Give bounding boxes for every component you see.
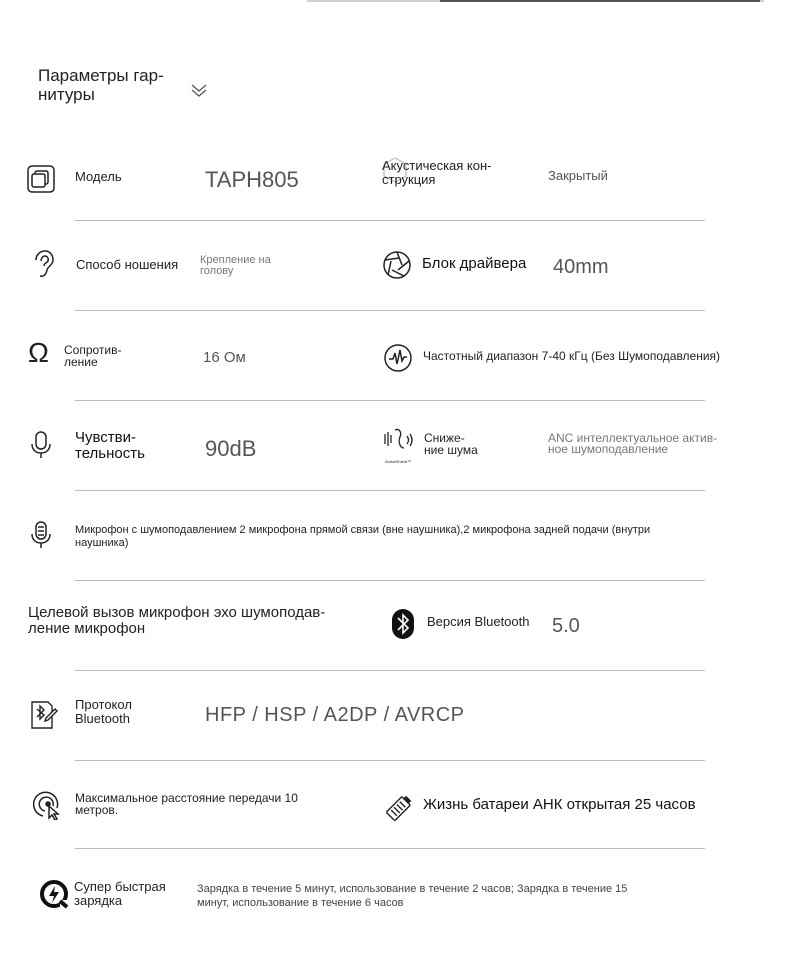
row-divider <box>75 760 705 761</box>
bluetooth-version-value: 5.0 <box>552 615 580 637</box>
chevron-down-icon[interactable] <box>189 80 209 100</box>
model-icon <box>26 164 56 194</box>
model-value: TAPH805 <box>205 167 299 192</box>
mic-label: Микрофон с шумоподавлением 2 микрофона прямой связи (вне наушника),2 микрофона задней подачи (внутри наушника) <box>75 524 651 549</box>
charging-value: Зарядка в течение 5 минут, использование в течение 2 часов; Зарядка в течение 15 минут, использование в течение 6 часов <box>197 883 628 909</box>
charging-label: Супер быстрая зарядка <box>74 879 166 908</box>
acoustic-value: Закрытый <box>548 168 608 183</box>
noise-reduction-value: ANC интеллектуальное актив- ное шумоподавление <box>548 431 718 456</box>
row-divider <box>75 400 705 401</box>
driver-value: 40mm <box>553 256 609 278</box>
wearing-label: Способ ношения <box>76 257 179 272</box>
call-label: Целевой вызов микрофон эхо шумоподав- ление микрофон <box>28 604 326 637</box>
omega-icon: Ω <box>28 337 49 368</box>
quick-charge-icon <box>40 880 70 910</box>
range-label: Максимальное расстояние передачи 10 метров. <box>75 791 298 817</box>
ear-icon <box>28 249 58 279</box>
page-title: Параметры гар- нитуры <box>38 66 164 104</box>
model-label: Модель <box>75 169 122 184</box>
signal-icon <box>33 790 63 820</box>
battery-label: Жизнь батареи АНК открытая 25 часов <box>423 796 696 813</box>
driver-label: Блок драйвера <box>422 255 527 272</box>
top-divider-dark <box>440 0 760 2</box>
row-divider <box>75 848 705 849</box>
wearing-value: Крепление на голову <box>200 254 271 277</box>
bluetooth-icon <box>392 609 414 639</box>
bluetooth-version-label: Версия Bluetooth <box>427 614 530 629</box>
protocol-label: Протокол Bluetooth <box>75 697 132 726</box>
sensitivity-label: Чувстви- тельность <box>75 429 145 462</box>
row-divider <box>75 310 705 311</box>
acoustic-label: Акустическая кон- струкция <box>382 158 492 187</box>
battery-icon <box>384 793 414 823</box>
protocol-value: HFP / HSP / A2DP / AVRCP <box>205 704 465 726</box>
sensitivity-value: 90dB <box>205 436 257 461</box>
activeshield-caption: ActiveShield™ <box>384 459 411 464</box>
microphone-icon <box>26 430 56 460</box>
frequency-label: Частотный диапазон 7-40 кГц (Без Шумоподавления) <box>423 349 721 363</box>
row-divider <box>75 670 705 671</box>
microphone-icon <box>26 520 56 550</box>
noise-reduction-label: Сниже- ние шума <box>424 431 478 457</box>
impedance-value: 16 Ом <box>203 349 246 366</box>
bluetooth-document-icon <box>28 700 58 730</box>
waveform-icon <box>383 343 413 373</box>
row-divider <box>75 220 705 221</box>
activeshield-icon <box>380 426 416 464</box>
row-divider <box>75 490 705 491</box>
aperture-icon <box>382 250 412 280</box>
row-divider <box>75 580 705 581</box>
impedance-label: Сопротив- ление <box>64 343 122 369</box>
